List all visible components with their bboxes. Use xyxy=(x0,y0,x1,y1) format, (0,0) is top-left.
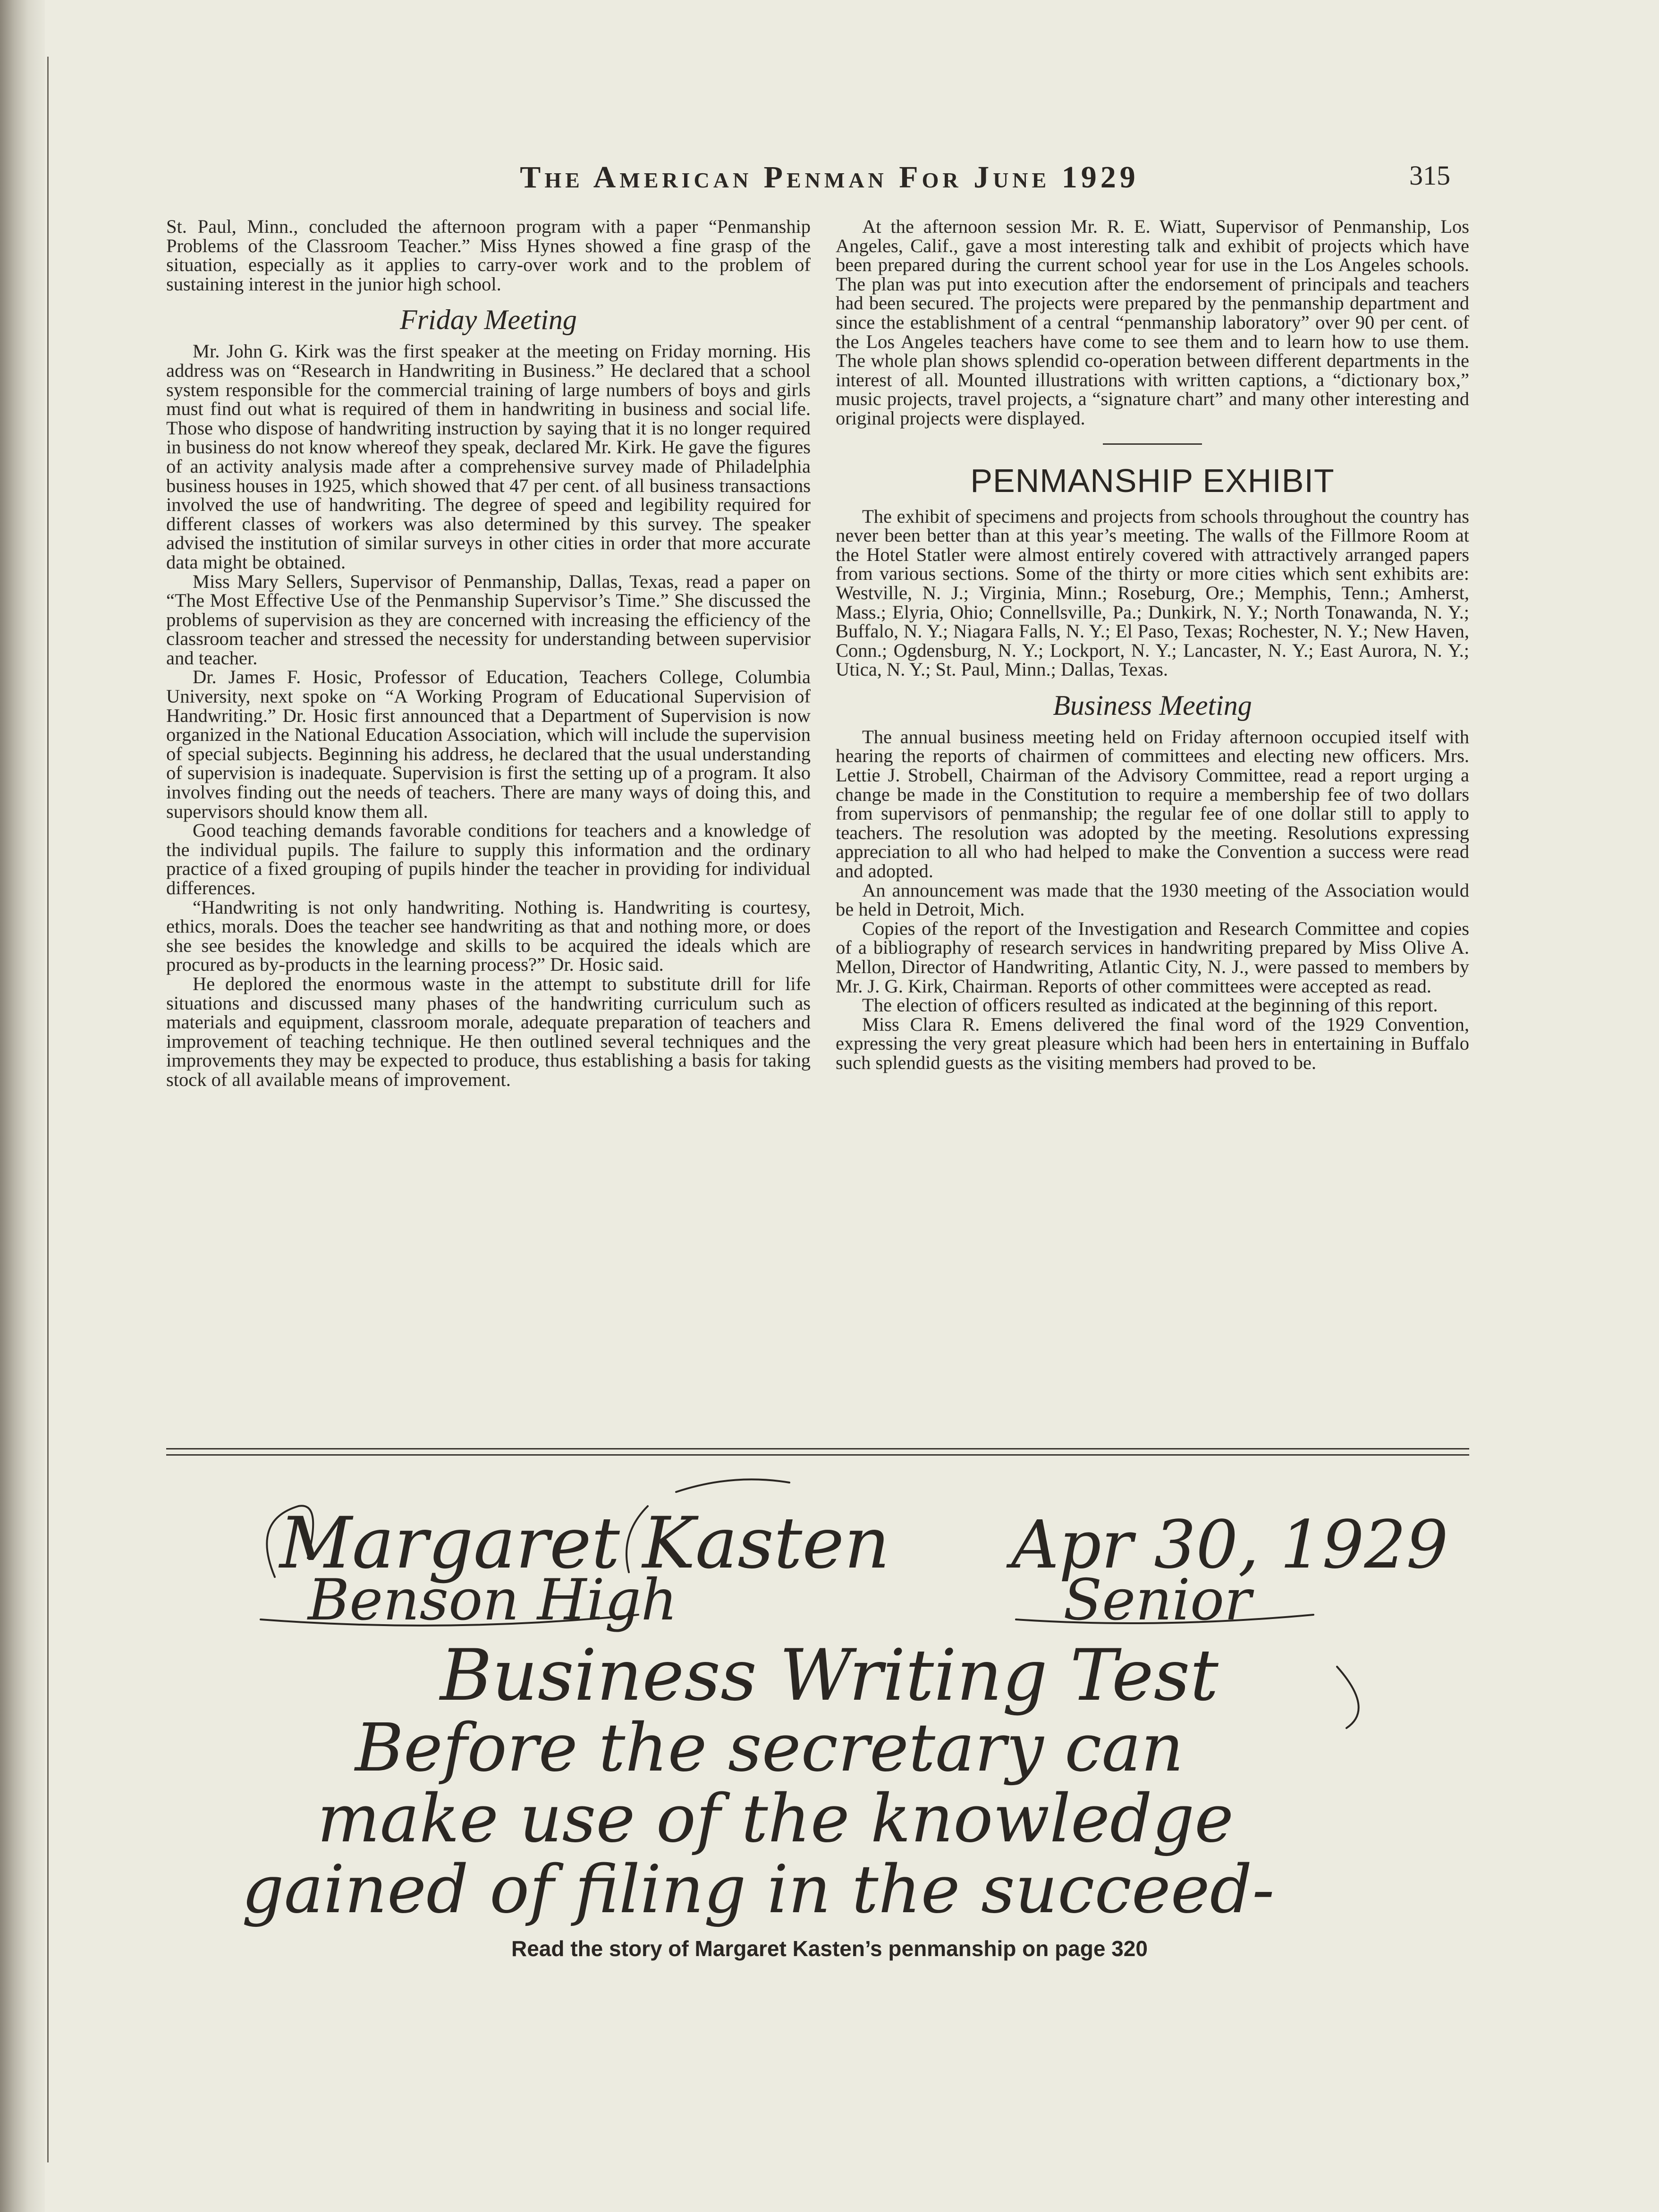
business-meeting-heading: Business Meeting xyxy=(1053,689,1252,721)
right-paragraph-2: The exhibit of specimens and projects from schools throughout the country has never been better than at this year’s meeting. The walls of the Fillmore Room at the Hotel Statler were almost entirely covered with attractively arranged papers from various sections. Some of the thirty or more cities which sent exhibits are: Westville, N. J.; Virginia, Minn.; Roseburg, Ore.; Memphis, Tenn.; Amherst, Mass.; Elyria, Ohio; Connellsville, Pa.; Dunkirk, N. Y.; North Tonawanda, N. Y.; Buffalo, N. Y.; Niagara Falls, N. Y.; El Paso, Texas; Rochester, N. Y.; New Haven, Conn.; Ogdensburg, N. Y.; Lockport, N. Y.; Lancaster, N. Y.; East Aurora, N. Y.; Utica, N. Y.; St. Paul, Minn.; Dallas, Texas. xyxy=(836,505,1469,680)
left-paragraph-3: Miss Mary Sellers, Supervisor of Penmanship, Dallas, Texas, read a paper on “The Most Effective Use of the Penmanship Supervisor’s Time.” She discussed the problems of supervision as they are concerned with increasing the efficiency of the classroom teacher and stressed the necessity for understanding between supervisior and teacher. xyxy=(166,570,811,669)
left-paragraph-7: He deplored the enormous waste in the attempt to substitute drill for life situations and discussed many phases of the handwriting curriculum such as materials and equipment, classroom morale, adequate preparation of teachers and improvement of teaching technique. He then outlined several techniques and the improvements they may be expected to produce, thus establishing a basis for taking stock of all available means of improvement. xyxy=(166,973,811,1090)
double-rule xyxy=(166,1448,1469,1456)
penmanship-exhibit-heading: PENMANSHIP EXHIBIT xyxy=(970,462,1335,499)
left-column xyxy=(166,217,811,1090)
left-paragraph-4: Dr. James F. Hosic, Professor of Education, Teachers College, Columbia University, next spoke on “A Working Program of Educational Supervision of Handwriting.” Dr. Hosic first announced that a Department of Supervision is now organized in the National Education Association, which will include the supervision of special subjects. Beginning his address, he declared that the usual understanding of supervision is inadequate. Supervision is first the setting up of a program. It also involves finding out the needs of teachers. There are many ways of doing this, and supervisors should know them all. xyxy=(166,666,811,822)
handwriting-specimen xyxy=(166,1464,1469,1936)
left-paragraph-2: Mr. John G. Kirk was the first speaker at the meeting on Friday morning. His address was on “Research in Handwriting in Business.” He declared that a school system responsible for the commercial training of large numbers of boys and girls must find out what is required of them in handwriting in business and social life. Those who dispose of handwriting instruction by saying that it is no longer required in business do not know whereof they speak, declared Mr. Kirk. He gave the figures of an activity analysis made after a comprehensive survey made of Philadelphia business houses in 1925, which showed that 47 per cent. of all business transactions involved the use of handwriting. The degree of speed and legibility required for different classes of workers was also determined by this survey. The speaker advised the institution of similar surveys in other cities in order that more accurate data might be obtained. xyxy=(166,340,811,573)
specimen-school: Benson High xyxy=(308,1568,677,1633)
section-divider xyxy=(1103,443,1202,445)
right-paragraph-4: An announcement was made that the 1930 meeting of the Association would be held in Detroit, Mich. xyxy=(836,879,1469,920)
running-head: The American Penman For June 1929 xyxy=(520,160,1139,195)
right-column xyxy=(836,217,1469,1073)
right-paragraph-3: The annual business meeting held on Friday afternoon occupied itself with hearing the reports of chairmen of committees and electing new officers. Mrs. Lettie J. Strobell, Chairman of the Advisory Committee, read a report urging a change be made in the Constitution to require a membership fee of two dollars from supervisors of penmanship; the regular fee of one dollar still to apply to teachers. The resolution was adopted by the meeting. Resolutions expressing appreciation to all who had helped to make the Convention a success were read and adopted. xyxy=(836,726,1469,882)
page-number: 315 xyxy=(1409,160,1450,191)
specimen-name: Margaret Kasten xyxy=(279,1502,890,1585)
right-paragraph-7: Miss Clara R. Emens delivered the final word of the 1929 Convention, expressing the very great pleasure which had been hers in entertaining in Buffalo such splendid guests as the visiting members had proved to be. xyxy=(836,1013,1469,1073)
specimen-line-3: gained of filing in the succeed- xyxy=(242,1851,1275,1928)
page-edge-line xyxy=(47,57,49,2162)
specimen-line-2: make use of the knowledge xyxy=(317,1780,1234,1857)
specimen-title: Business Writing Test xyxy=(440,1635,1219,1717)
right-paragraph-1: At the afternoon session Mr. R. E. Wiatt, Supervisor of Penmanship, Los Angeles, Calif., gave a most interesting talk and exhibit of projects which have been prepared during the current school year for use in the Los Angeles schools. The plan was put into execution after the endorsement of principals and teachers had been secured. The projects were prepared by the penmanship department and since the establishment of a central “penmanship laboratory” over 90 per cent. of the Los Angeles teachers have come to see them and to learn how to use them. The whole plan shows splendid co-operation between different departments in the interest of all. Mounted illustrations with written captions, a “dictionary box,” music projects, travel projects, a “signature chart” and many other interesting and original projects were displayed. xyxy=(836,216,1469,429)
book-binding-shadow xyxy=(0,0,45,2212)
flourish-stroke-3 xyxy=(676,1479,789,1492)
specimen-line-1: Before the secretary can xyxy=(355,1710,1184,1787)
left-paragraph-1: St. Paul, Minn., concluded the afternoon program with a paper “Penmanship Problems of the Classroom Teacher.” Miss Hynes showed a fine grasp of the situation, especially as it applies to carry-over work and to the problem of sustaining interest in the junior high school. xyxy=(166,216,811,295)
specimen-caption: Read the story of Margaret Kasten’s penmanship on page 320 xyxy=(511,1936,1148,1961)
flourish-stroke-4 xyxy=(1337,1667,1359,1728)
right-paragraph-6: The election of officers resulted as indicated at the beginning of this report. xyxy=(862,994,1438,1016)
specimen-date: Apr 30, 1929 xyxy=(1011,1507,1448,1584)
left-paragraph-5: Good teaching demands favorable conditions for teachers and a knowledge of the individual pupils. The failure to supply this information and the ordinary practice of a fixed grouping of pupils hinder the teacher in providing for individual differences. xyxy=(166,820,811,898)
friday-meeting-heading: Friday Meeting xyxy=(400,304,577,336)
left-paragraph-6: “Handwriting is not only handwriting. Nothing is. Handwriting is courtesy, ethics, morals. Does the teacher see handwriting as that and nothing more, or does she see besides the knowledge and skills to be acquired the ideals which are procured as by-products in the learning process?” Dr. Hosic said. xyxy=(166,896,811,975)
specimen-grade: Senior xyxy=(1063,1568,1252,1633)
right-paragraph-5: Copies of the report of the Investigation and Research Committee and copies of a bibliography of research services in handwriting prepared by Miss Olive A. Mellon, Director of Handwriting, Atlantic City, N. J., were passed to members by Mr. J. G. Kirk, Chairman. Reports of other committees were accepted as read. xyxy=(836,917,1469,997)
